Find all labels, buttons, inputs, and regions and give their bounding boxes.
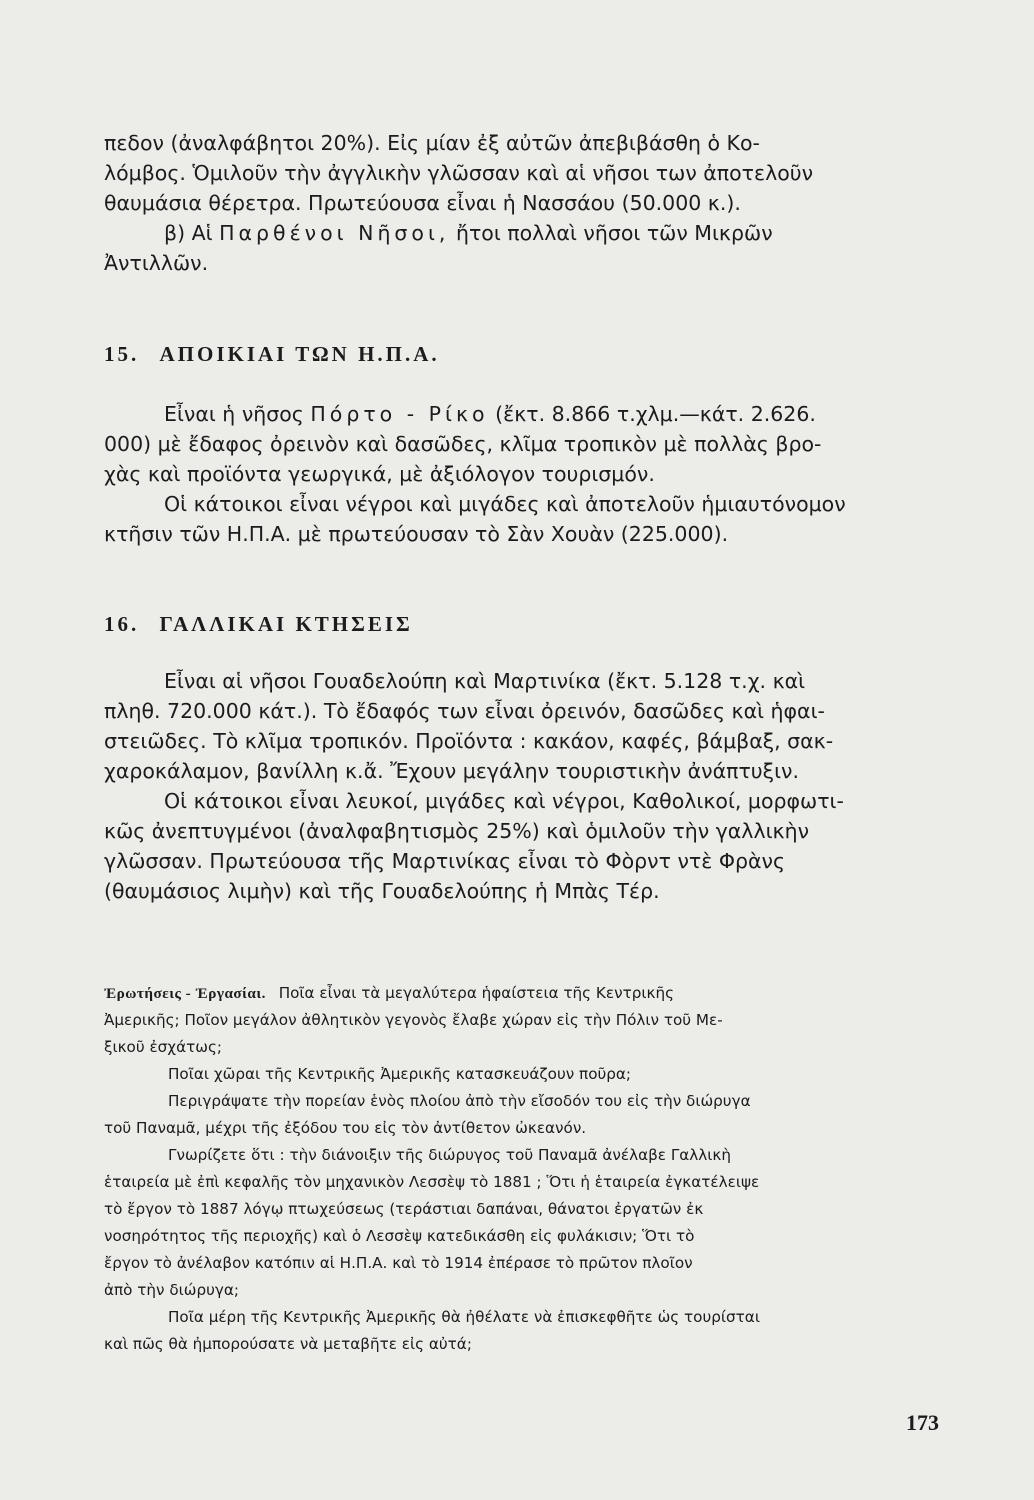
place-name: Πόρτο - Ρίκο [310, 402, 489, 426]
text-line: χὰς καὶ προϊόντα γεωργικά, μὲ ἀξιόλογον τουρισμόν. [104, 462, 655, 486]
section-16-body [104, 666, 944, 906]
text-line: κῶς ἀνεπτυγμένοι (ἀναλφαβητισμὸς 25%) καὶ ὁμιλοῦν τὴν γαλλικὴν [104, 819, 810, 843]
text-line: ἑταιρεία μὲ ἐπὶ κεφαλῆς τὸν μηχανικὸν Λεσσὲψ τὸ 1881 ; Ὅτι ἡ ἑταιρεία ἐγκατέλειψε [104, 1173, 760, 1191]
text-line: καὶ πῶς θὰ ἠμπορούσατε νὰ μεταβῆτε εἰς αὐτά; [104, 1335, 472, 1353]
text-line [104, 399, 944, 429]
section-title: ΓΑΛΛΙΚΑΙ ΚΤΗΣΕΙΣ [159, 612, 413, 636]
text-line: ἀπὸ τὴν διώρυγα; [104, 1281, 240, 1299]
text-line: Ποῖαι χῶραι τῆς Κεντρικῆς Ἀμερικῆς κατασκευάζουν ποῦρα; [168, 1065, 632, 1083]
text-line: Ἀντιλλῶν. [104, 251, 209, 275]
text-fragment: ἤτοι πολλαὶ νῆσοι τῶν Μικρῶν [455, 221, 773, 245]
text-line: στειῶδες. Τὸ κλῖμα τροπικόν. Προϊόντα : κακάον, καφές, βάμβαξ, σακ- [104, 729, 834, 753]
page-number: 173 [906, 1410, 939, 1435]
text-line: πεδον (ἀναλφάβητοι 20%). Εἰς μίαν ἐξ αὐτῶν ἀπεβιβάσθη ὁ Κο- [104, 131, 760, 155]
section-number: 15. [104, 342, 140, 366]
text-line: γλῶσσαν. Πρωτεύουσα τῆς Μαρτινίκας εἶναι τὸ Φὸρντ ντὲ Φρὰνς [104, 849, 785, 873]
place-name: Παρθένοι Νῆσοι, [219, 221, 450, 245]
text-line: Γνωρίζετε ὅτι : τὴν διάνοιξιν τῆς διώρυγος τοῦ Παναμᾶ ἀνέλαβε Γαλλικὴ [168, 1146, 731, 1164]
text-line: 000) μὲ ἔδαφος ὀρεινὸν καὶ δασῶδες, κλῖμα τροπικὸν μὲ πολλὰς βρο- [104, 432, 822, 456]
section-title: ΑΠΟΙΚΙΑΙ ΤΩΝ Η.Π.Α. [159, 342, 440, 366]
text-line: Ἀμερικῆς; Ποῖον μεγάλον ἀθλητικὸν γεγονὸς ἔλαβε χώραν εἰς τὴν Πόλιν τοῦ Με- [104, 1011, 723, 1029]
text-line: ἔργον τὸ ἀνέλαβον κατόπιν αἱ Η.Π.Α. καὶ τὸ 1914 ἐπέρασε τὸ πρῶτον πλοῖον [104, 1254, 693, 1272]
text-line [104, 980, 944, 1007]
text-line: θαυμάσια θέρετρα. Πρωτεύουσα εἶναι ἡ Νασσάου (50.000 κ.). [104, 191, 741, 215]
section-15-heading [104, 342, 944, 367]
text-line: ξικοῦ ἐσχάτως; [104, 1038, 222, 1056]
text-fragment: (ἔκτ. 8.866 τ.χλμ.—κάτ. 2.626. [495, 402, 816, 426]
section-15-body [104, 399, 944, 549]
text-line: (θαυμάσιος λιμὴν) καὶ τῆς Γουαδελούπης ἡ Μπὰς Τέρ. [104, 879, 660, 903]
text-fragment: Ποῖα εἶναι τὰ μεγαλύτερα ἡφαίστεια τῆς Κεντρικῆς [278, 984, 674, 1002]
text-line: τὸ ἔργον τὸ 1887 λόγῳ πτωχεύσεως (τεράστιαι δαπάναι, θάνατοι ἐργατῶν ἐκ [104, 1200, 704, 1218]
intro-paragraph [104, 128, 944, 278]
text-line: Ποῖα μέρη τῆς Κεντρικῆς Ἀμερικῆς θὰ ἠθέλατε νὰ ἐπισκεφθῆτε ὡς τουρίσται [168, 1308, 760, 1326]
questions-heading: Ἐρωτήσεις - Ἐργασίαι. [104, 985, 266, 1002]
section-number: 16. [104, 612, 140, 636]
text-line: χαροκάλαμον, βανίλλη κ.ἄ. Ἔχουν μεγάλην τουριστικὴν ἀνάπτυξιν. [104, 759, 799, 783]
text-line [104, 218, 944, 248]
text-line: τοῦ Παναμᾶ, μέχρι τῆς ἐξόδου του εἰς τὸν ἀντίθετον ὠκεανόν. [104, 1119, 587, 1137]
text-line: λόμβος. Ὁμιλοῦν τὴν ἀγγλικὴν γλῶσσαν καὶ αἱ νῆσοι των ἀποτελοῦν [104, 161, 814, 185]
list-marker: β) Αἱ [164, 221, 213, 245]
text-line: Εἶναι αἱ νῆσοι Γουαδελούπη καὶ Μαρτινίκα (ἔκτ. 5.128 τ.χ. καὶ [164, 669, 806, 693]
text-fragment: Εἶναι ἡ νῆσος [164, 402, 304, 426]
text-line: Οἱ κάτοικοι εἶναι λευκοί, μιγάδες καὶ νέγροι, Καθολικοί, μορφωτι- [164, 789, 844, 813]
text-line: πληθ. 720.000 κάτ.). Τὸ ἔδαφός των εἶναι ὀρεινόν, δασῶδες καὶ ἡφαι- [104, 699, 825, 723]
text-line: νοσηρότητος τῆς περιοχῆς) καὶ ὁ Λεσσὲψ κατεδικάσθη εἰς φυλάκισιν; Ὅτι τὸ [104, 1227, 695, 1245]
section-16-heading [104, 612, 944, 637]
text-line: Οἱ κάτοικοι εἶναι νέγροι καὶ μιγάδες καὶ ἀποτελοῦν ἡμιαυτόνομον [164, 492, 846, 516]
questions-section [104, 980, 944, 1358]
text-line: κτῆσιν τῶν Η.Π.Α. μὲ πρωτεύουσαν τὸ Σὰν Χουὰν (225.000). [104, 522, 729, 546]
text-line: Περιγράψατε τὴν πορείαν ἑνὸς πλοίου ἀπὸ τὴν εἴσοδόν του εἰς τὴν διώρυγα [168, 1092, 751, 1110]
